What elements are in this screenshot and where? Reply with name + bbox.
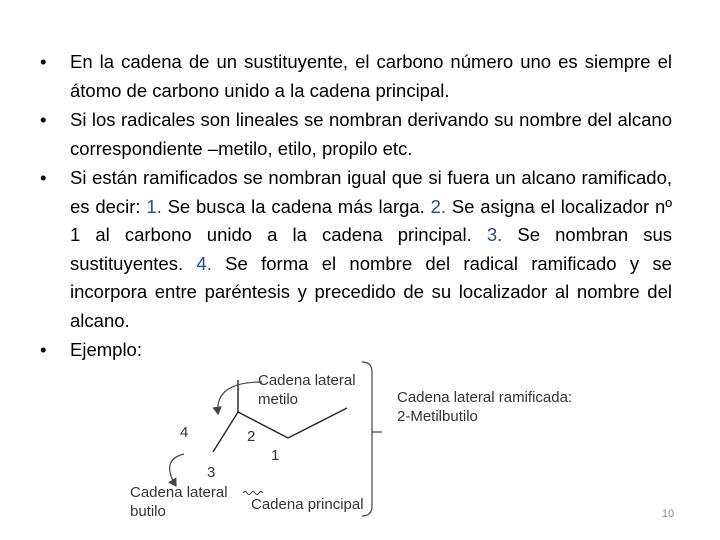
bullet-text: Ejemplo: [70, 339, 142, 360]
page-number: 10 [661, 508, 675, 520]
bullet-marker: • [40, 109, 47, 130]
bond-c1-to-c2 [238, 412, 288, 438]
step-text-1: Se busca la cadena más larga. [161, 195, 431, 217]
step-number-1: 1. [146, 195, 162, 217]
carbon-number-3: 3 [207, 464, 216, 481]
carbon-number-2: 2 [247, 428, 256, 445]
label-methyl-line1: Cadena lateral [258, 372, 356, 389]
label-branched-line2: 2-Metilbutilo [397, 408, 478, 425]
arrow-butyl [170, 454, 184, 486]
carbon-number-1: 1 [271, 447, 280, 464]
label-butyl-line1: Cadena lateral [130, 484, 228, 501]
bullet-marker: • [40, 167, 47, 188]
step-text-4: Se forma el nombre del radical ramificado y se incorpora entre paréntesis y precedido de su localizador al nombre del alcano. [70, 252, 672, 331]
bullet-item-1 [40, 48, 672, 105]
label-main-chain: Cadena principal [251, 496, 364, 513]
bullet-text: Si están ramificados se nombran igual que si fuera un alcano ramificado, es decir: [70, 167, 672, 217]
carbon-number-4: 4 [180, 424, 189, 441]
step-number-3: 3. [486, 224, 503, 245]
bullet-list [40, 48, 672, 366]
step-number-4: 4. [196, 252, 212, 274]
skeletal-bonds [213, 380, 347, 452]
label-methyl-line2: metilo [258, 391, 299, 408]
step-text-3: Se nombran sus sustituyentes. [70, 224, 672, 274]
bullet-item-4 [40, 336, 672, 365]
step-text-2: Se asigna el localizador nº 1 al carbono unido a la cadena principal. [70, 195, 672, 245]
label-butyl-line2: butilo [130, 503, 166, 520]
bond-c2-to-c3 [213, 412, 238, 452]
bullet-item-3 [40, 164, 672, 335]
bullet-item-2 [40, 106, 672, 163]
bullet-text: Si los radicales son lineales se nombran derivando su nombre del alcano correspondiente –metilo, etilo, propilo etc. [70, 109, 672, 159]
brace [362, 362, 382, 516]
arrow-methyl [218, 382, 262, 414]
step-number-2: 2. [430, 195, 447, 217]
bullet-marker: • [40, 51, 47, 72]
label-branched-line1: Cadena lateral ramificada: [397, 389, 573, 406]
main-chain-wavy-line [243, 492, 263, 495]
bullet-text: En la cadena de un sustituyente, el carbono número uno es siempre el átomo de carbono unido a la cadena principal. [70, 51, 672, 101]
bullet-marker: • [40, 339, 47, 360]
bond-main-to-c1 [288, 408, 347, 438]
